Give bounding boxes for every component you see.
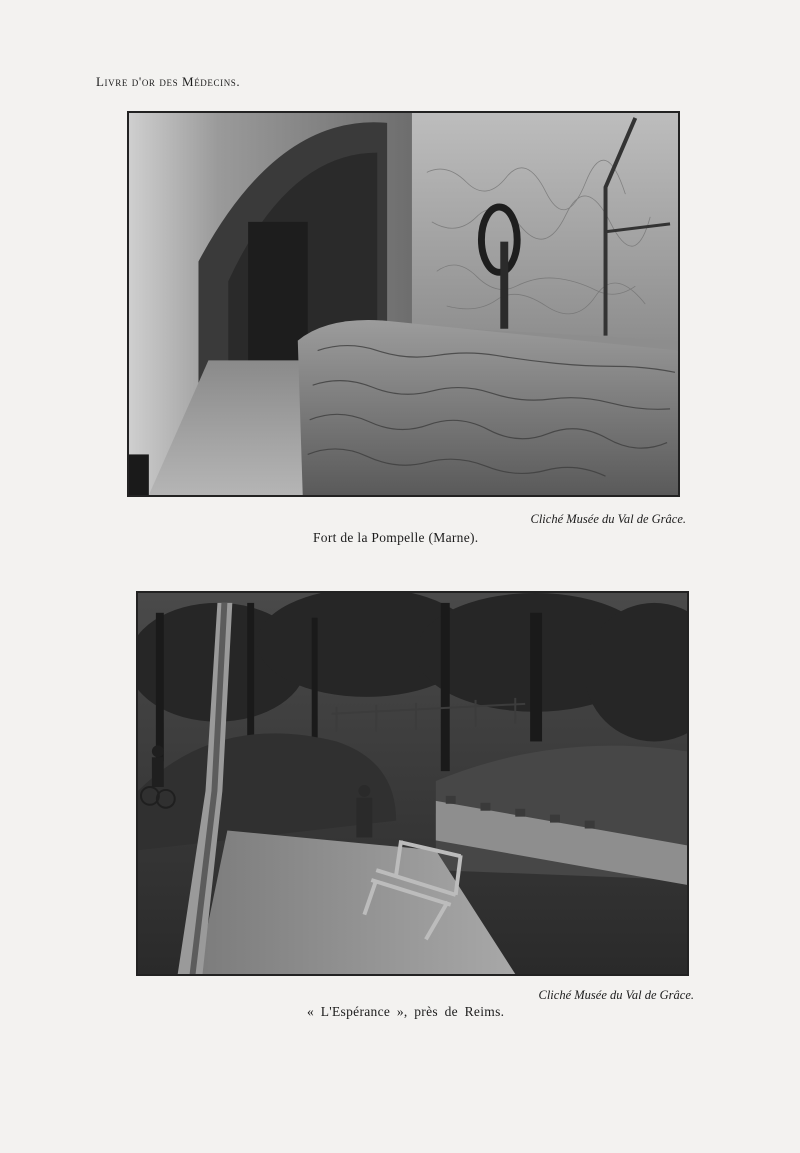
photo-woodland-trench-image bbox=[138, 593, 687, 974]
photo-esperance-pres-de-reims bbox=[136, 591, 689, 976]
photo-caption: « L'Espérance », près de Reims. bbox=[307, 1004, 505, 1019]
photo-credit: Cliché Musée du Val de Grâce. bbox=[538, 988, 694, 1002]
photo-credit: Cliché Musée du Val de Grâce. bbox=[530, 512, 686, 526]
photo-fort-corridor-image bbox=[129, 113, 678, 495]
photo-caption: Fort de la Pompelle (Marne). bbox=[313, 530, 479, 545]
photo-fort-de-la-pompelle bbox=[127, 111, 680, 497]
running-head: Livre d'or des Médecins. bbox=[96, 74, 241, 89]
